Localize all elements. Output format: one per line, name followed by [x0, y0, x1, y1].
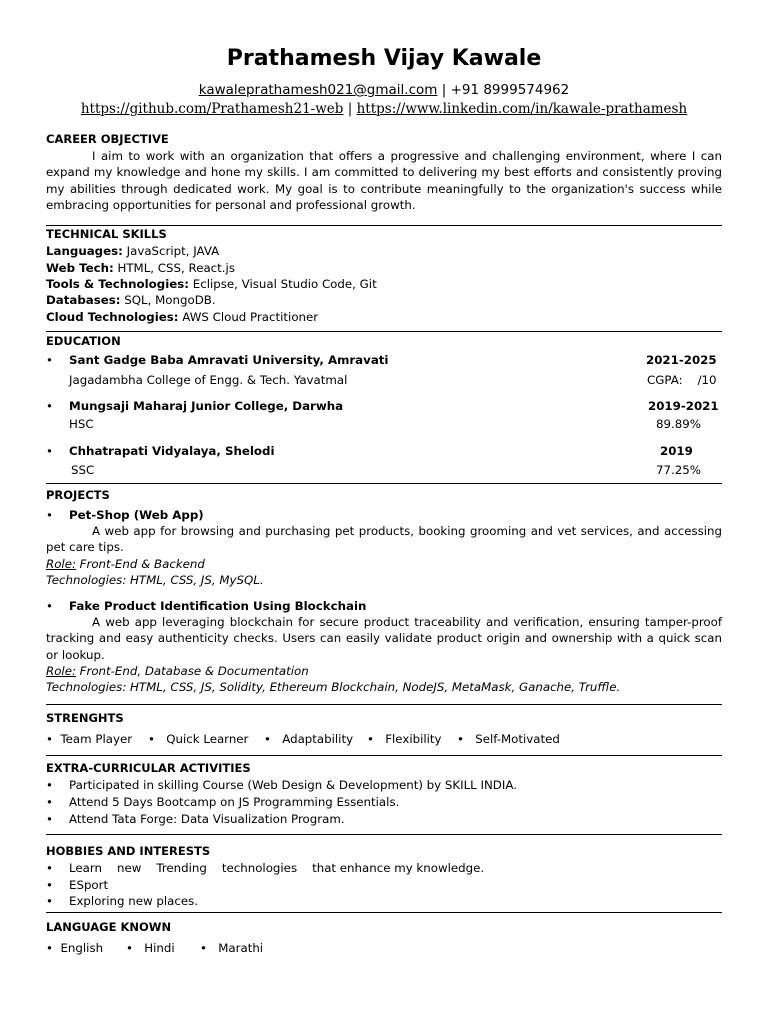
language-item: • Marathi [200, 941, 264, 955]
education-score: 77.25% [656, 463, 701, 477]
email-link[interactable]: kawaleprathamesh021@gmail.com [198, 82, 438, 98]
activity-item: Attend 5 Days Bootcamp on JS Programming Essentials. [69, 795, 400, 809]
education-detail: HSC [69, 417, 94, 431]
candidate-name: Prathamesh Vijay Kawale [226, 46, 542, 71]
section-title-education: EDUCATION [46, 334, 121, 348]
skill-label: Databases: [46, 293, 121, 307]
section-divider [46, 331, 722, 332]
bullet: • [46, 894, 53, 908]
section-divider [46, 704, 722, 705]
separator: | [437, 82, 451, 98]
section-title-career: CAREER OBJECTIVE [46, 132, 169, 146]
project-technologies: Technologies: HTML, CSS, JS, Solidity, Ethereum Blockchain, NodeJS, MetaMask, Ganache, Truffle. [46, 680, 621, 694]
skill-label: Languages: [46, 244, 123, 258]
skill-value: HTML, CSS, React.js [113, 260, 235, 275]
bullet: • [46, 599, 53, 613]
education-detail: Jagadambha College of Engg. & Tech. Yavatmal [69, 373, 348, 387]
education-institution: Chhatrapati Vidyalaya, Shelodi [69, 444, 275, 458]
skill-label: Web Tech: [46, 260, 114, 275]
activity-item: Attend Tata Forge: Data Visualization Program. [69, 812, 345, 826]
project-role [46, 556, 205, 572]
bullet: • [46, 878, 53, 892]
role-label: Role: [46, 664, 76, 678]
skill-value: JavaScript, JAVA [122, 244, 220, 258]
skill-label: Tools & Technologies: [46, 277, 190, 291]
section-divider [46, 912, 722, 913]
bullet: • [46, 399, 53, 413]
education-years: 2019-2021 [648, 399, 719, 413]
separator: | [343, 101, 357, 117]
section-divider [46, 755, 722, 756]
education-years: 2021-2025 [646, 353, 717, 367]
project-description: A web app leveraging blockchain for secure product traceability and verification, ensuring tamper-proof tracking and easy authenticity checks. Users can easily validate product origin and ownership with a quick scan or lookup. [46, 615, 722, 662]
skill-value: SQL, MongoDB. [120, 293, 216, 307]
section-divider [46, 483, 722, 484]
section-title-hobbies: HOBBIES AND INTERESTS [46, 844, 211, 858]
section-title-languages: LANGUAGE KNOWN [46, 920, 172, 934]
project-role [46, 663, 309, 679]
skill-row-webtech [46, 260, 235, 276]
strength-item: • Adaptability [264, 732, 354, 746]
bullet: • [46, 353, 53, 367]
role-value: Front-End, Database & Documentation [75, 664, 309, 678]
education-institution: Sant Gadge Baba Amravati University, Amravati [69, 353, 389, 367]
project-name: Fake Product Identification Using Blockchain [69, 599, 367, 613]
skill-label: Cloud Technologies: [46, 309, 179, 324]
bullet: • [46, 861, 53, 875]
education-institution: Mungsaji Maharaj Junior College, Darwha [69, 399, 344, 413]
contact-line [46, 81, 722, 99]
bullet: • [46, 778, 53, 792]
links-line [46, 100, 722, 118]
skill-row-cloud [46, 309, 318, 325]
phone-number: +91 8999574962 [450, 82, 570, 98]
language-item: • Hindi [126, 941, 175, 955]
education-score: 89.89% [656, 417, 701, 431]
strength-item: • Flexibility [367, 732, 442, 746]
hobby-item: Exploring new places. [69, 894, 199, 908]
hobby-item: Learn new Trending technologies that enhance my knowledge. [69, 861, 485, 875]
skill-row-tools [46, 276, 377, 292]
language-item: • English [46, 941, 104, 955]
bullet: • [46, 444, 53, 458]
education-score: CGPA: /10 [647, 373, 717, 387]
section-title-projects: PROJECTS [46, 488, 110, 502]
strength-item: • Self-Motivated [457, 732, 560, 746]
section-title-strengths: STRENGHTS [46, 711, 124, 725]
skill-value: Eclipse, Visual Studio Code, Git [189, 277, 377, 291]
linkedin-link[interactable]: https://www.linkedin.com/in/kawale-prathamesh [356, 101, 688, 117]
bullet: • [46, 508, 53, 522]
section-divider [46, 834, 722, 835]
career-objective-text: I aim to work with an organization that offers a progressive and challenging environment, where I can expand my knowledge and hone my skills. I am committed to delivering my best efforts and consistently proving my abilities through dedicated work. My goal is to contribute meaningfully to the organization's success while embracing opportunities for personal and professional growth. [46, 149, 722, 212]
strength-item: • Quick Learner [148, 732, 249, 746]
section-title-skills: TECHNICAL SKILLS [46, 227, 167, 241]
project-description: A web app for browsing and purchasing pet products, booking grooming and vet services, and accessing pet care tips. [46, 524, 722, 555]
project-technologies: Technologies: HTML, CSS, JS, MySQL. [46, 573, 264, 587]
github-link[interactable]: https://github.com/Prathamesh21-web [80, 101, 344, 117]
role-label: Role: [46, 557, 76, 571]
section-title-extracurricular: EXTRA-CURRICULAR ACTIVITIES [46, 761, 251, 775]
strength-item: • Team Player [46, 732, 133, 746]
education-years: 2019 [660, 444, 693, 458]
skill-row-databases [46, 292, 216, 308]
role-value: Front-End & Backend [75, 557, 205, 571]
project-name: Pet-Shop (Web App) [69, 508, 204, 522]
skill-row-languages [46, 243, 219, 259]
bullet: • [46, 812, 53, 826]
education-detail: SSC [71, 463, 95, 477]
bullet: • [46, 795, 53, 809]
skill-value: AWS Cloud Practitioner [178, 309, 319, 324]
hobby-item: ESport [69, 878, 109, 892]
activity-item: Participated in skilling Course (Web Design & Development) by SKILL INDIA. [69, 778, 517, 792]
